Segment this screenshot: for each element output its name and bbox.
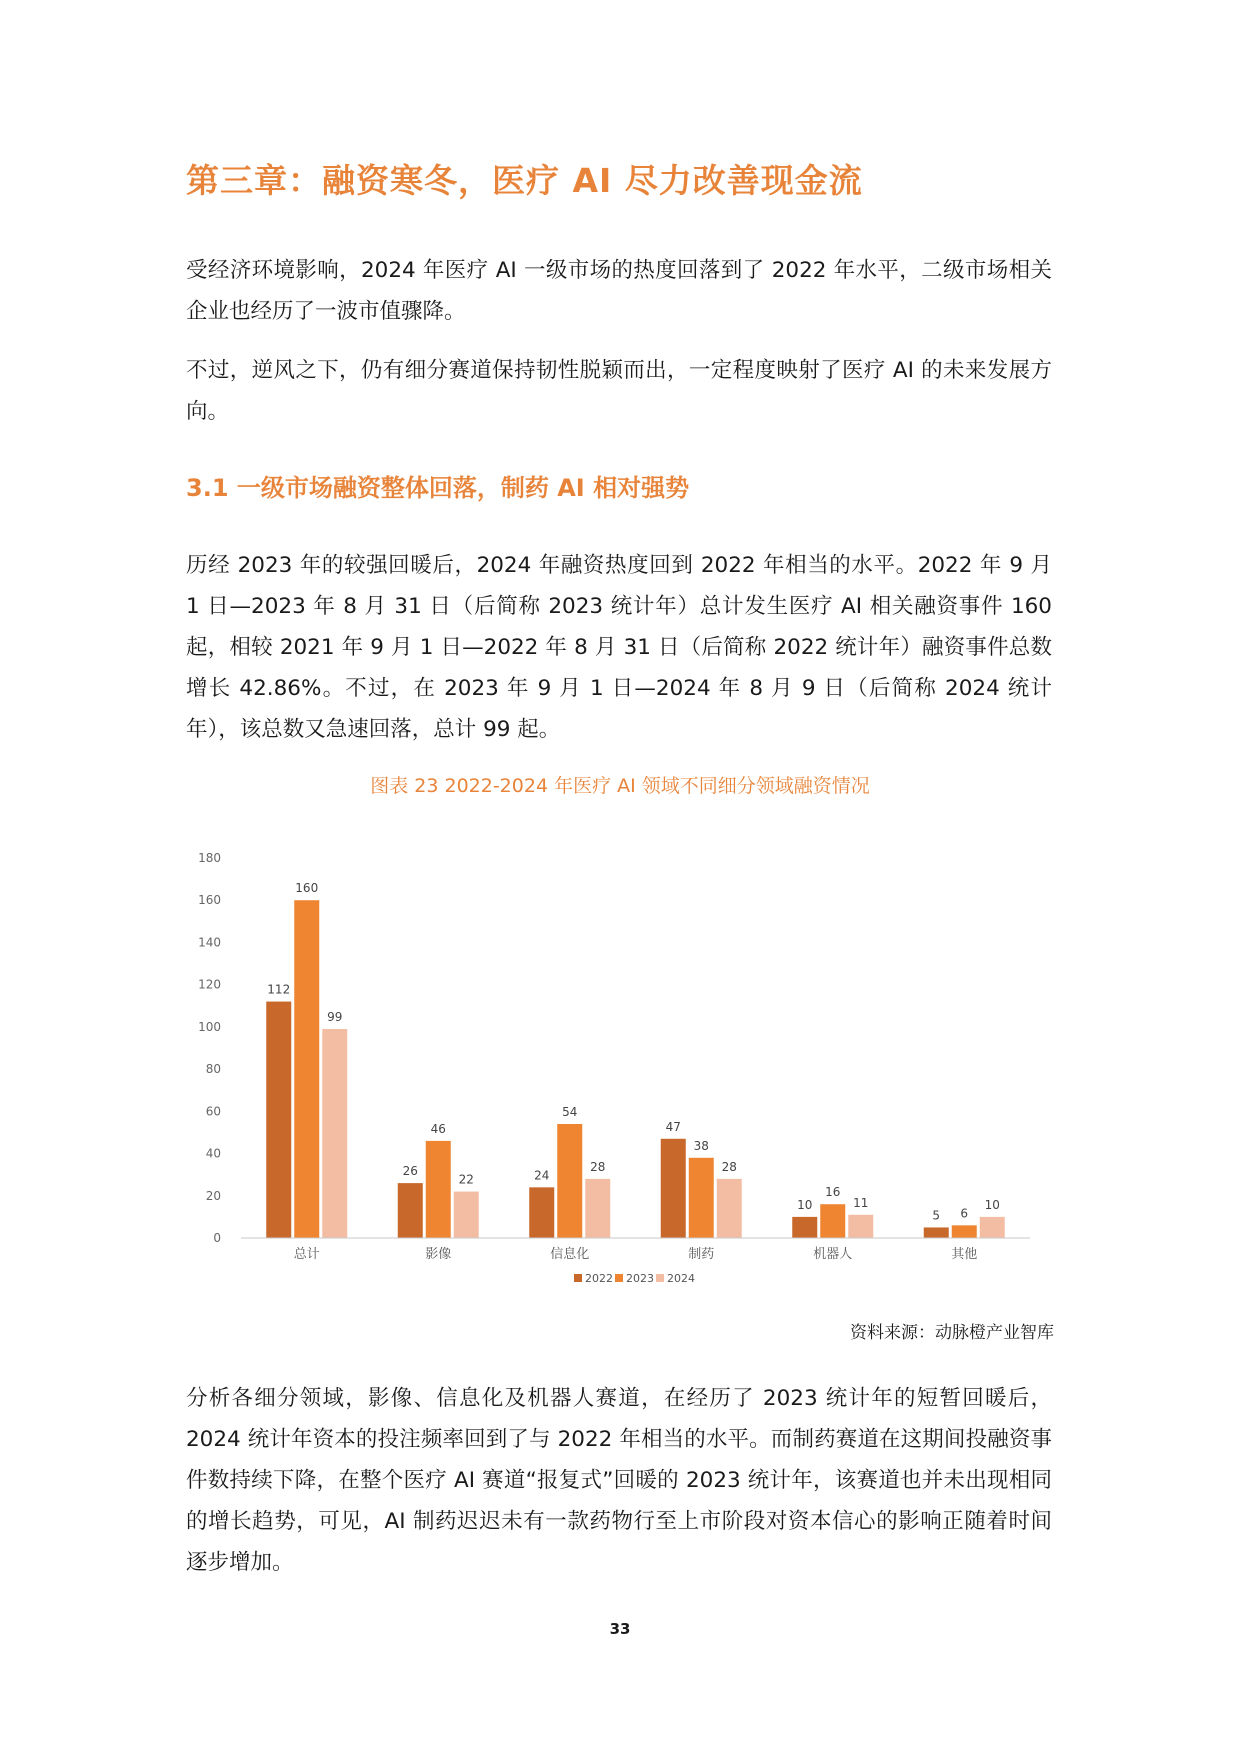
bar-2022	[924, 1227, 949, 1238]
x-tick-label: 影像	[425, 1247, 452, 1262]
bar-2023	[689, 1158, 714, 1238]
bar-2024	[322, 1029, 347, 1238]
bar-2023	[952, 1225, 977, 1238]
financing-bar-chart	[186, 830, 1052, 1290]
y-tick-label: 40	[205, 1146, 221, 1161]
data-label: 99	[327, 1010, 343, 1024]
legend-label: 2024	[667, 1272, 695, 1285]
section-title: 3.1 一级市场融资整体回落，制药 AI 相对强势	[186, 474, 690, 502]
legend-swatch	[656, 1274, 664, 1282]
legend-label: 2022	[585, 1272, 613, 1285]
paragraph-financing-overview: 历经 2023 年的较强回暖后，2024 年融资热度回到 2022 年相当的水平。2022 年 9 月 1 日—2023 年 8 月 31 日（后简称 2023 统计年）总计发生医疗 AI 相关融资事件 160 起，相较 2021 年 9 月 1 日—2022 年 8 月 31 日（后简称 2022 统计年）融资事件总数增长 42.86%。不过，在 2023 年 9 月 1 日—2024 年 8 月 9 日（后简称 2024 统计年），该总数又急速回落，总计 99 起。	[186, 553, 1052, 742]
bar-2023	[294, 900, 319, 1238]
data-label: 28	[721, 1159, 737, 1174]
source-note: 资料来源：动脉橙产业智库	[850, 1323, 1054, 1343]
bar-2024	[717, 1179, 742, 1238]
data-label: 28	[590, 1159, 606, 1174]
bar-2022	[398, 1183, 423, 1238]
chart-legend	[574, 1272, 695, 1285]
y-tick-label: 140	[198, 935, 221, 950]
y-tick-label: 180	[198, 851, 221, 865]
legend-swatch	[574, 1274, 582, 1282]
paragraph-headwind: 不过，逆风之下，仍有细分赛道保持韧性脱颖而出，一定程度映射了医疗 AI 的未来发展方向。	[186, 358, 1052, 424]
chapter-title: 第三章：融资寒冬，医疗 AI 尽力改善现金流	[186, 161, 863, 200]
y-tick-label: 20	[205, 1188, 221, 1203]
bar-2022	[529, 1187, 554, 1238]
x-tick-label: 其他	[951, 1247, 978, 1262]
bar-2022	[661, 1139, 686, 1238]
y-tick-label: 0	[213, 1231, 221, 1245]
data-label: 10	[984, 1197, 1000, 1212]
y-tick-label: 160	[198, 893, 221, 908]
bar-2023	[557, 1124, 582, 1238]
data-label: 38	[693, 1138, 709, 1153]
data-label: 26	[402, 1164, 418, 1179]
data-label: 24	[534, 1168, 550, 1183]
bar-2022	[266, 1002, 291, 1238]
bar-2023	[426, 1141, 451, 1238]
data-label: 5	[932, 1208, 941, 1223]
bar-2022	[792, 1217, 817, 1238]
x-axis	[241, 1238, 1030, 1262]
bar-2024	[848, 1215, 873, 1238]
x-tick-label: 总计	[293, 1247, 320, 1262]
bar-2024	[980, 1217, 1005, 1238]
data-label: 54	[562, 1105, 578, 1119]
data-label: 46	[430, 1121, 446, 1136]
x-tick-label: 机器人	[813, 1247, 853, 1262]
page-number: 33	[609, 1620, 631, 1638]
y-tick-label: 100	[198, 1019, 221, 1034]
bar-2023	[820, 1204, 845, 1238]
data-label: 6	[960, 1206, 969, 1221]
data-label: 10	[797, 1197, 813, 1212]
y-tick-label: 60	[205, 1104, 221, 1119]
y-tick-label: 80	[205, 1062, 221, 1077]
bar-2024	[585, 1179, 610, 1238]
data-label: 22	[458, 1172, 474, 1187]
legend-label: 2023	[626, 1272, 654, 1285]
x-tick-label: 信息化	[550, 1247, 590, 1262]
y-tick-label: 120	[198, 977, 221, 992]
data-label: 16	[825, 1185, 841, 1200]
data-label: 47	[665, 1119, 681, 1134]
chart-caption: 图表 23 2022-2024 年医疗 AI 领域不同细分领域融资情况	[370, 775, 870, 797]
bar-series	[266, 881, 1005, 1238]
data-label: 11	[853, 1195, 869, 1210]
paragraph-economic-impact: 受经济环境影响，2024 年医疗 AI 一级市场的热度回落到了 2022 年水平，二级市场相关企业也经历了一波市值骤降。	[186, 258, 1052, 324]
bar-2024	[454, 1192, 479, 1238]
legend-swatch	[615, 1274, 623, 1282]
x-tick-label: 制药	[688, 1247, 715, 1262]
data-label: 160	[295, 881, 319, 896]
data-label: 112	[267, 982, 291, 997]
paragraph-segment-analysis: 分析各细分领域，影像、信息化及机器人赛道，在经历了 2023 统计年的短暂回暖后，2024 统计年资本的投注频率回到了与 2022 年相当的水平。而制药赛道在这期间投融资事件数持续下降，在整个医疗 AI 赛道“报复式”回暖的 2023 统计年，该赛道也并未出现相同的增长趋势，可见，AI 制药迟迟未有一款药物行至上市阶段对资本信心的影响正随着时间逐步增加。	[186, 1386, 1052, 1575]
y-axis	[198, 851, 221, 1245]
